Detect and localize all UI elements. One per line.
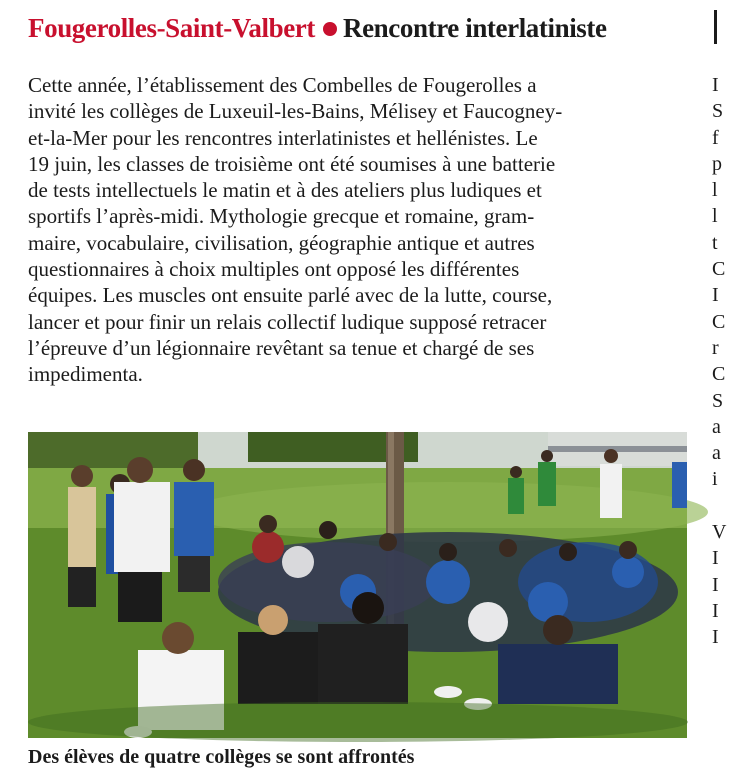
article-line: sportifs l’après-midi. Mythologie grecque et romaine, gram- [28,204,535,229]
adjacent-letter: i [712,468,718,491]
headline-locality: Fougerolles-Saint-Valbert [28,13,315,43]
photo-caption: Des élèves de quatre collèges se sont affrontés [28,746,415,768]
adjacent-letter: t [712,231,718,254]
adjacent-letter: a [712,442,721,465]
article-line: et-la-Mer pour les rencontres interlatinistes et hellénistes. Le [28,125,538,150]
adjacent-letter: S [712,100,724,123]
article-body [28,72,688,388]
adjacent-letter: a [712,415,721,438]
article-line: de tests intellectuels le matin et à des ateliers plus ludiques et [28,178,542,203]
adjacent-letter: I [712,626,719,649]
adjacent-letter: I [712,599,719,622]
adjacent-letter: l [712,205,718,228]
article-line: questionnaires à choix multiples ont opposé les différentes [28,257,520,282]
adjacent-letter: C [712,310,726,333]
adjacent-letter: C [712,363,726,386]
adjacent-column-fragment [712,72,732,651]
article-line: maire, vocabulaire, civilisation, géographie antique et autres [28,230,535,255]
article-photo [28,432,687,738]
photo-illustration [28,432,687,738]
article-line: invité les collèges de Luxeuil-les-Bains, Mélisey et Faucogney- [28,99,563,124]
adjacent-letter: I [712,547,719,570]
column-edge-rule [714,10,717,44]
adjacent-letter: f [712,126,719,149]
article-line: impedimenta. [28,362,143,387]
article-line: équipes. Les muscles ont ensuite parlé avec de la lutte, course, [28,283,553,308]
headline [28,8,607,48]
article-line: Cette année, l’établissement des Combelles de Fougerolles a [28,73,537,97]
adjacent-letter: r [712,336,719,359]
headline-bullet [323,22,337,36]
adjacent-letter: I [712,74,719,96]
article-line: l’épreuve d’un légionnaire revêtant sa tenue et chargé de ses [28,335,535,360]
article-line: lancer et pour finir un relais collectif ludique supposé retracer [28,309,547,334]
adjacent-letter: l [712,179,718,202]
adjacent-letter: C [712,258,726,281]
adjacent-letter: p [712,152,722,175]
adjacent-letter: V [712,521,727,544]
headline-title: Rencontre interlatiniste [343,13,607,43]
adjacent-letter: S [712,389,724,412]
article-line: 19 juin, les classes de troisième ont été soumises à une batterie [28,151,556,176]
adjacent-letter: I [712,284,719,307]
adjacent-letter: I [712,573,719,596]
adjacent-letter [712,493,732,519]
